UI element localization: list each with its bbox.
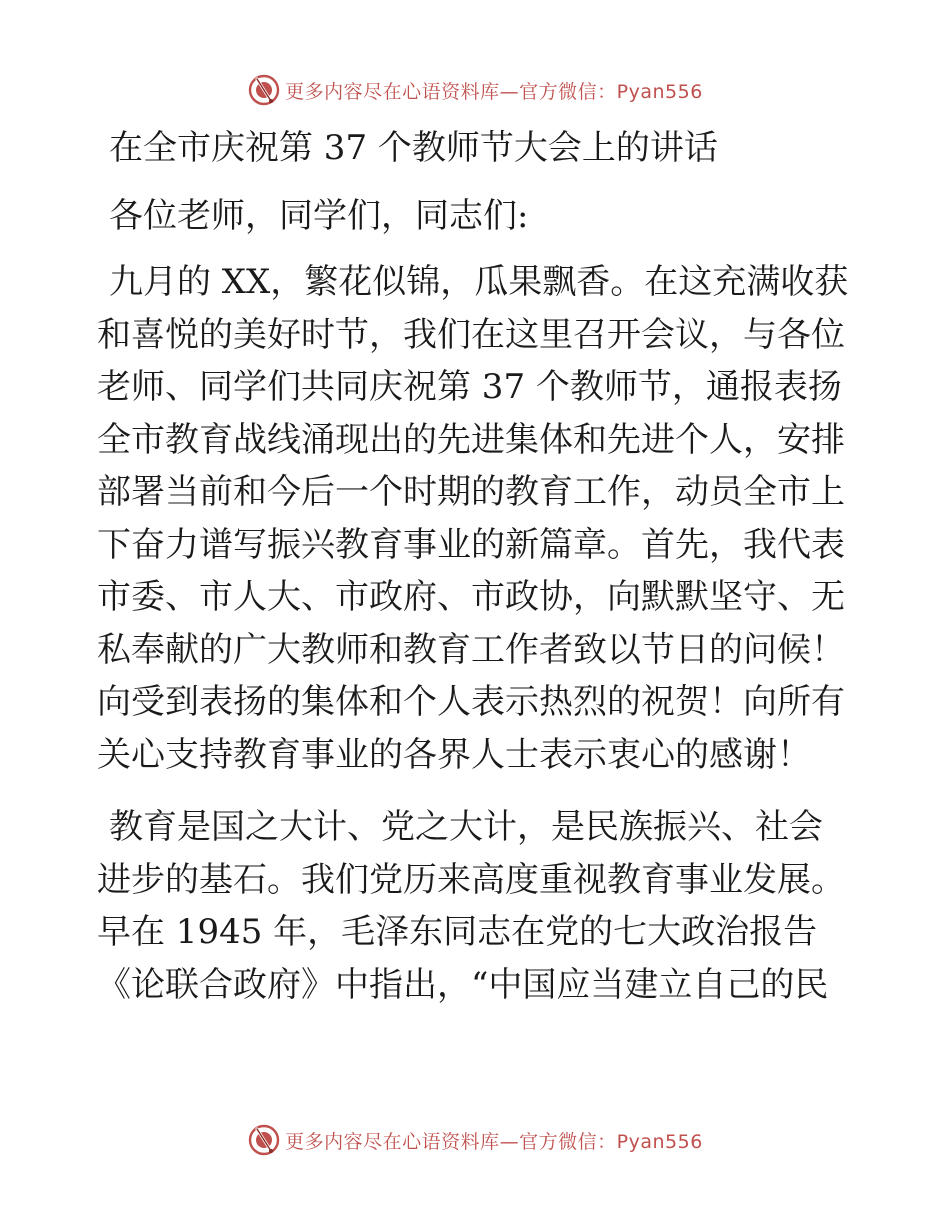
footer-banner [0, 1120, 950, 1160]
text-line: 市委、市人大、市政府、市政协，向默默坚守、无 [97, 577, 845, 617]
paragraph-1 [97, 256, 853, 781]
text-line: 向受到表扬的集体和个人表示热烈的祝贺！向所有 [97, 682, 845, 722]
text-line: 和喜悦的美好时节，我们在这里召开会议，与各位 [97, 314, 845, 355]
text-line: 下奋力谱写振兴教育事业的新篇章。首先，我代表 [97, 524, 845, 565]
document-body [97, 122, 853, 1031]
text-line: 教育是国之大计、党之大计，是民族振兴、社会 [109, 807, 823, 847]
text-line: 早在 1945 年，毛泽东同志在党的七大政治报告 [97, 912, 818, 952]
paragraph-2 [97, 801, 853, 1011]
document-title: 在全市庆祝第 37 个教师节大会上的讲话 [109, 128, 718, 168]
text-line: 老师、同学们共同庆祝第 37 个教师节，通报表扬 [97, 367, 842, 407]
logo-icon [247, 1123, 281, 1157]
logo-icon [247, 73, 281, 107]
header-banner [0, 70, 950, 110]
text-line: 进步的基石。我们党历来高度重视教育事业发展。 [97, 859, 845, 900]
greeting: 各位老师，同学们，同志们: [109, 196, 529, 236]
text-line: 《论联合政府》中指出，“中国应当建立自己的民 [97, 964, 829, 1005]
text-line: 关心支持教育事业的各界人士表示衷心的感谢！ [97, 734, 811, 775]
banner-text: 更多内容尽在心语资料库—官方微信：Pyan556 [285, 1130, 703, 1153]
text-line: 私奉献的广大教师和教育工作者致以节日的问候！ [97, 629, 845, 670]
text-line: 九月的 XX，繁花似锦，瓜果飘香。在这充满收获 [109, 262, 849, 302]
text-line: 全市教育战线涌现出的先进集体和先进个人，安排 [97, 419, 845, 460]
text-line: 部署当前和今后一个时期的教育工作，动员全市上 [97, 472, 845, 512]
banner-text: 更多内容尽在心语资料库—官方微信：Pyan556 [285, 80, 703, 103]
